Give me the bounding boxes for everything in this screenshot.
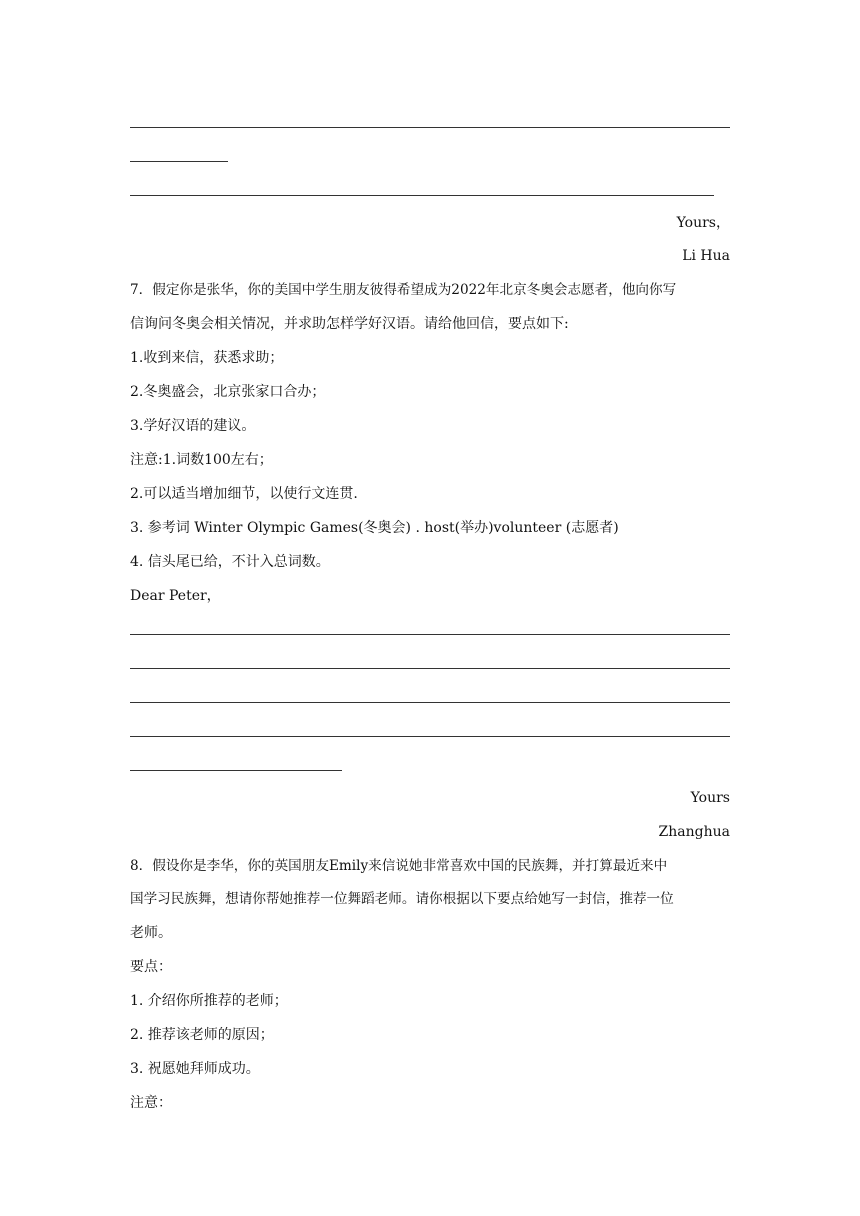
q8-point: 2. 推荐该老师的原因；: [130, 1027, 274, 1043]
answer-line[interactable]: [130, 634, 730, 635]
q8-prompt-line-2: 国学习民族舞，想请你帮她推荐一位舞蹈老师。请你根据以下要点给她写一封信，推荐一位: [130, 891, 674, 907]
q8-point: 1. 介绍你所推荐的老师；: [130, 993, 288, 1009]
answer-line[interactable]: [130, 668, 730, 669]
q7-note: 2.可以适当增加细节，以使行文连贯.: [130, 486, 358, 502]
q7-note: 3. 参考词 Winter Olympic Games(冬奥会) . host(举办)volunteer (志愿者): [130, 520, 619, 536]
q8-points-heading: 要点：: [130, 959, 172, 975]
answer-line[interactable]: [130, 195, 714, 196]
answer-line[interactable]: [130, 161, 228, 162]
answer-line[interactable]: [130, 702, 730, 703]
signature-name: Li Hua: [682, 248, 730, 264]
signature-name: Zhanghua: [658, 824, 730, 840]
q7-point: 2.冬奥盛会，北京张家口合办；: [130, 384, 326, 400]
q7-salutation: Dear Peter，: [130, 588, 221, 604]
q8-notes-heading: 注意：: [130, 1095, 172, 1111]
q7-point: 3.学好汉语的建议。: [130, 418, 256, 434]
answer-line[interactable]: [130, 770, 342, 771]
closing-text: Yours，: [676, 215, 730, 231]
q8-prompt-line-1: 8．假设你是李华，你的英国朋友Emily来信说她非常喜欢中国的民族舞，并打算最近来中: [130, 858, 668, 874]
q7-point: 1.收到来信，获悉求助；: [130, 350, 284, 366]
q7-note: 4. 信头尾已给，不计入总词数。: [130, 554, 330, 570]
answer-line[interactable]: [130, 736, 730, 737]
q7-note: 注意:1.词数100左右；: [130, 452, 273, 468]
q7-prompt-line-2: 信询问冬奥会相关情况，并求助怎样学好汉语。请给他回信，要点如下:: [130, 316, 569, 332]
q7-prompt-line-1: 7．假定你是张华，你的美国中学生朋友彼得希望成为2022年北京冬奥会志愿者，他向你写: [130, 282, 677, 298]
answer-line[interactable]: [130, 127, 730, 128]
q8-prompt-line-3: 老师。: [130, 925, 172, 941]
closing-text: Yours: [690, 790, 730, 806]
q8-point: 3. 祝愿她拜师成功。: [130, 1061, 260, 1077]
